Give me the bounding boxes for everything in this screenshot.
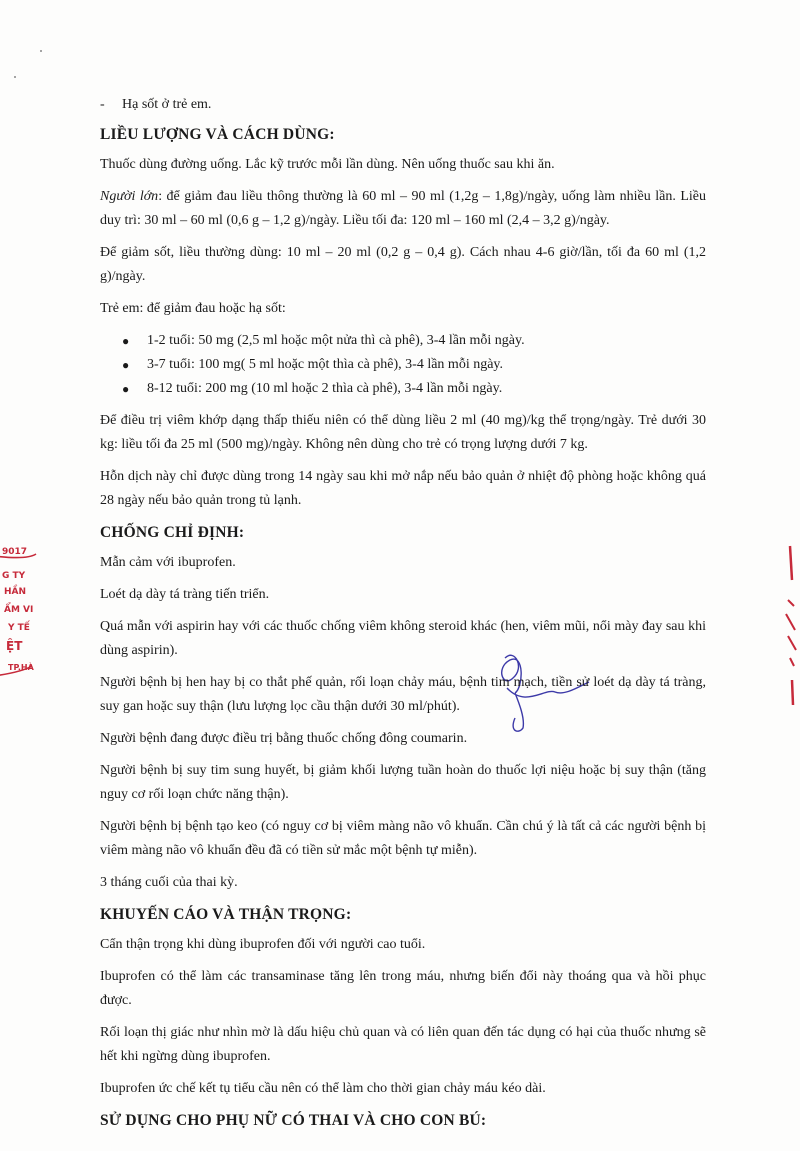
adult-label: Người lớn [100, 189, 159, 204]
contraindication-item: Người bệnh bị bệnh tạo keo (có nguy cơ bị viêm màng não vô khuẩn. Cần chú ý là tất cả các người bệnh bị viêm màng não vô khuẩn đều đã có tiền sử mắc một bệnh tự miễn). [100, 819, 706, 858]
list-item-text: 3-7 tuổi: 100 mg( 5 ml hoặc một thìa cà phê), 3-4 lần mỗi ngày. [147, 357, 504, 372]
indication-item [100, 93, 706, 117]
bullet-icon: ● [122, 358, 130, 372]
dosage-heading: LIỀU LƯỢNG VÀ CÁCH DÙNG: [100, 126, 335, 143]
children-dosage-list [122, 329, 706, 401]
contraindication-item: Người bệnh đang được điều trị bằng thuốc chống đông coumarin. [100, 731, 468, 746]
pregnancy-heading: SỬ DỤNG CHO PHỤ NỮ CÓ THAI VÀ CHO CON BÚ: [100, 1112, 487, 1129]
adult-dosage-text: : để giảm đau liều thông thường là 60 ml – 90 ml (1,2g – 1,8g)/ngày, uống làm nhiều lần. Liều duy trì: 30 ml – 60 ml (0,6 g – 1,2 g)/ngày. Liều tối đa: 120 ml – 160 ml (2,4 – 3,2 g)/ngày. [100, 189, 706, 228]
scan-speck [14, 76, 16, 78]
list-item [122, 329, 706, 353]
list-item [122, 353, 706, 377]
contraindication-item: Người bệnh bị hen hay bị co thắt phế quản, rối loạn chảy máu, bệnh tim mạch, tiền sử loét dạ dày tá tràng, suy gan hoặc suy thận (lưu lượng lọc cầu thận dưới 30 ml/phút). [100, 675, 706, 714]
stamp-line: TP.HÀ [8, 663, 34, 672]
document-body [100, 93, 706, 1139]
stamp-line: 9017 [2, 547, 28, 557]
warning-item: Ibuprofen có thể làm các transaminase tăng lên trong máu, nhưng biến đổi này thoáng qua và hồi phục được. [100, 969, 706, 1008]
red-stamp-fragment [0, 526, 44, 696]
list-item-text: 1-2 tuổi: 50 mg (2,5 ml hoặc một nửa thì cà phê), 3-4 lần mỗi ngày. [147, 333, 525, 348]
stamp-line: HẦN [4, 587, 27, 597]
contraindication-item: 3 tháng cuối của thai kỳ. [100, 875, 238, 890]
dash-marker: - [100, 97, 105, 112]
stamp-line: G TY [2, 571, 26, 581]
bullet-icon: ● [122, 382, 130, 396]
stamp-line: ẨM VI [4, 605, 34, 615]
stamp-line: Y TẾ [8, 623, 30, 633]
storage-note: Hỗn dịch này chỉ được dùng trong 14 ngày sau khi mở nắp nếu bảo quản ở nhiệt độ phòng hoặc không quá 28 ngày nếu bảo quản trong tủ lạnh. [100, 469, 706, 508]
contraindication-item: Loét dạ dày tá tràng tiến triển. [100, 587, 270, 602]
adult-dosage [100, 185, 706, 233]
stamp-line: ỆT [6, 639, 23, 653]
fever-dosage: Để giảm sốt, liều thường dùng: 10 ml – 20 ml (0,2 g – 0,4 g). Cách nhau 4-6 giờ/lần, tối đa 60 ml (1,2 g)/ngày. [100, 245, 706, 284]
dosage-intro: Thuốc dùng đường uống. Lắc kỹ trước mỗi lần dùng. Nên uống thuốc sau khi ăn. [100, 157, 555, 172]
warnings-heading: KHUYẾN CÁO VÀ THẬN TRỌNG: [100, 906, 352, 923]
scan-speck [40, 50, 42, 52]
children-intro: Trẻ em: để giảm đau hoặc hạ sốt: [100, 301, 286, 316]
arthritis-dosage: Để điều trị viêm khớp dạng thấp thiếu niên có thể dùng liều 2 ml (40 mg)/kg thể trọng/ngày. Trẻ dưới 30 kg: liều tối đa 25 ml (500 mg)/ngày. Không nên dùng cho trẻ có trọng lượng dưới 7 kg. [100, 413, 706, 452]
list-item [122, 377, 706, 401]
warning-item: Rối loạn thị giác như nhìn mờ là dấu hiệu chủ quan và có liên quan đến tác dụng có hại của thuốc nhưng sẽ hết khi ngừng dùng ibuprofen. [100, 1025, 706, 1064]
contraindications-heading: CHỐNG CHỈ ĐỊNH: [100, 524, 245, 541]
bullet-icon: ● [122, 334, 130, 348]
warning-item: Cẩn thận trọng khi dùng ibuprofen đối với người cao tuổi. [100, 937, 426, 952]
contraindication-item: Người bệnh bị suy tim sung huyết, bị giảm khối lượng tuần hoàn do thuốc lợi niệu hoặc bị suy thận (tăng nguy cơ rối loạn chức năng thận). [100, 763, 706, 802]
red-margin-mark [770, 540, 800, 710]
contraindication-item: Mẫn cảm với ibuprofen. [100, 555, 236, 570]
indication-text: Hạ sốt ở trẻ em. [122, 97, 212, 112]
contraindication-item: Quá mẫn với aspirin hay với các thuốc chống viêm không steroid khác (hen, viêm mũi, nổi mày đay sau khi dùng aspirin). [100, 619, 706, 658]
list-item-text: 8-12 tuổi: 200 mg (10 ml hoặc 2 thìa cà phê), 3-4 lần mỗi ngày. [147, 381, 503, 396]
warning-item: Ibuprofen ức chế kết tụ tiểu cầu nên có thể làm cho thời gian chảy máu kéo dài. [100, 1081, 546, 1096]
